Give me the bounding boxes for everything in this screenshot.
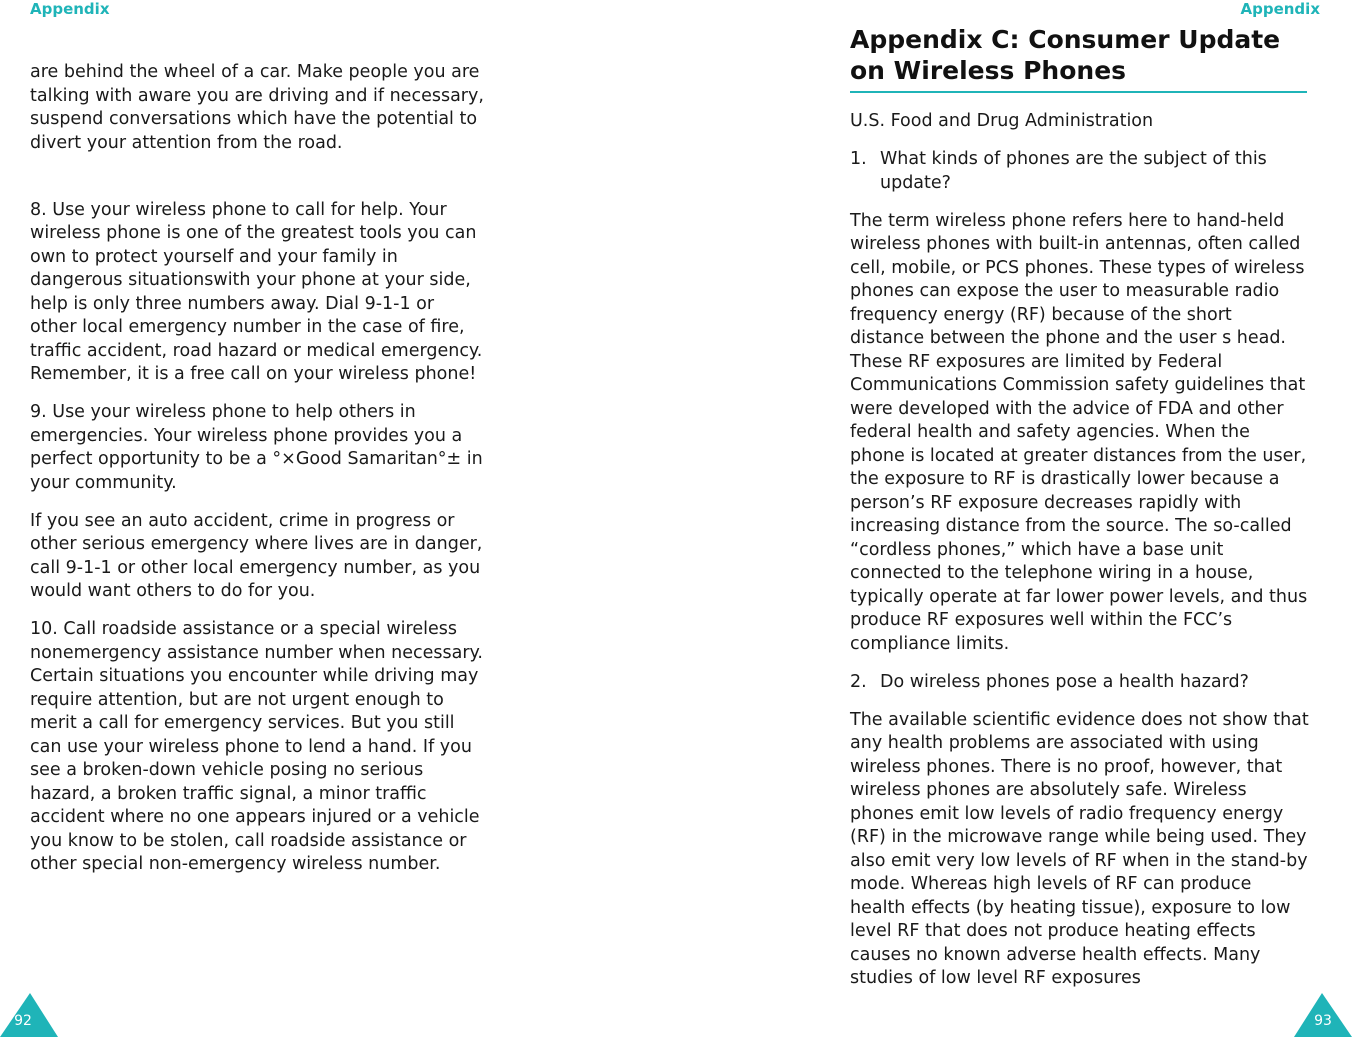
- page-number-right: 93: [1314, 1013, 1332, 1029]
- section-title: Appendix C: Consumer Update on Wireless Phones: [850, 24, 1307, 93]
- left-page-body: [30, 61, 486, 891]
- question-number: 2.: [850, 671, 867, 692]
- right-page-body: [850, 110, 1310, 1005]
- question-1: [850, 148, 1310, 195]
- right-page: [676, 0, 1352, 1037]
- question-text: Do wireless phones pose a health hazard?: [880, 671, 1249, 692]
- running-head-right: Appendix: [1240, 0, 1320, 18]
- question-text: What kinds of phones are the subject of this update?: [880, 149, 1267, 193]
- paragraph-continuation: are behind the wheel of a car. Make people you are talking with aware you are driving and if necessary, suspend conversations which have the potential to divert your attention from the road.: [30, 62, 484, 153]
- paragraph-item-9: 9. Use your wireless phone to help others in emergencies. Your wireless phone provides you a perfect opportunity to be a °×Good Samaritan°± in your community.: [30, 402, 483, 493]
- source-line: U.S. Food and Drug Administration: [850, 111, 1154, 131]
- paragraph-spacer: [30, 170, 486, 199]
- page-number-left: 92: [14, 1013, 32, 1029]
- answer-2: The available scientific evidence does not show that any health problems are associated with using wireless phones. There is no proof, however, that wireless phones are absolutely safe. Wireless phones emit low levels of radio frequency energy (RF) in the microwave range while being used. They also emit very low levels of RF when in the stand-by mode. Whereas high levels of RF can produce health effects (by heating tissue), exposure to low level RF that does not produce heating effects causes no known adverse health effects. Many studies of low level RF exposures: [850, 709, 1309, 988]
- paragraph-item-8: 8. Use your wireless phone to call for help. Your wireless phone is one of the greatest tools you can own to protect yourself and your family in dangerous situationswith your phone at your side, help is only three numbers away. Dial 9-1-1 or other local emergency number in the case of fire, traffic accident, road hazard or medical emergency. Remember, it is a free call on your wireless phone!: [30, 199, 483, 384]
- answer-1: The term wireless phone refers here to hand-held wireless phones with built-in antennas, often called cell, mobile, or PCS phones. These types of wireless phones can expose the user to measurable radio frequency energy (RF) because of the short distance between the phone and the user s head. These RF exposures are limited by Federal Communications Commission safety guidelines that were developed with the advice of FDA and other federal health and safety agencies. When the phone is located at greater distances from the user, the exposure to RF is drastically lower because a person’s RF exposure decreases rapidly with increasing distance from the source. The so-called “cordless phones,” which have a base unit connected to the telephone wiring in a house, typically operate at far lower power levels, and thus produce RF exposures well within the FCC’s compliance limits.: [850, 210, 1308, 654]
- paragraph-auto-accident: If you see an auto accident, crime in progress or other serious emergency where lives are in danger, call 9-1-1 or other local emergency number, as you would want others to do for you.: [30, 510, 483, 601]
- paragraph-item-10: 10. Call roadside assistance or a special wireless nonemergency assistance number when necessary. Certain situations you encounter while driving may require attention, but are not urgent enough to merit a call for emergency services. But you still can use your wireless phone to lend a hand. If you see a broken-down vehicle posing no serious hazard, a broken traffic signal, a minor traffic accident where no one appears injured or a vehicle you know to be stolen, call roadside assistance or other special non-emergency wireless number.: [30, 619, 483, 874]
- running-head-left: Appendix: [30, 0, 110, 18]
- question-number: 1.: [850, 149, 867, 169]
- question-2: [850, 671, 1310, 695]
